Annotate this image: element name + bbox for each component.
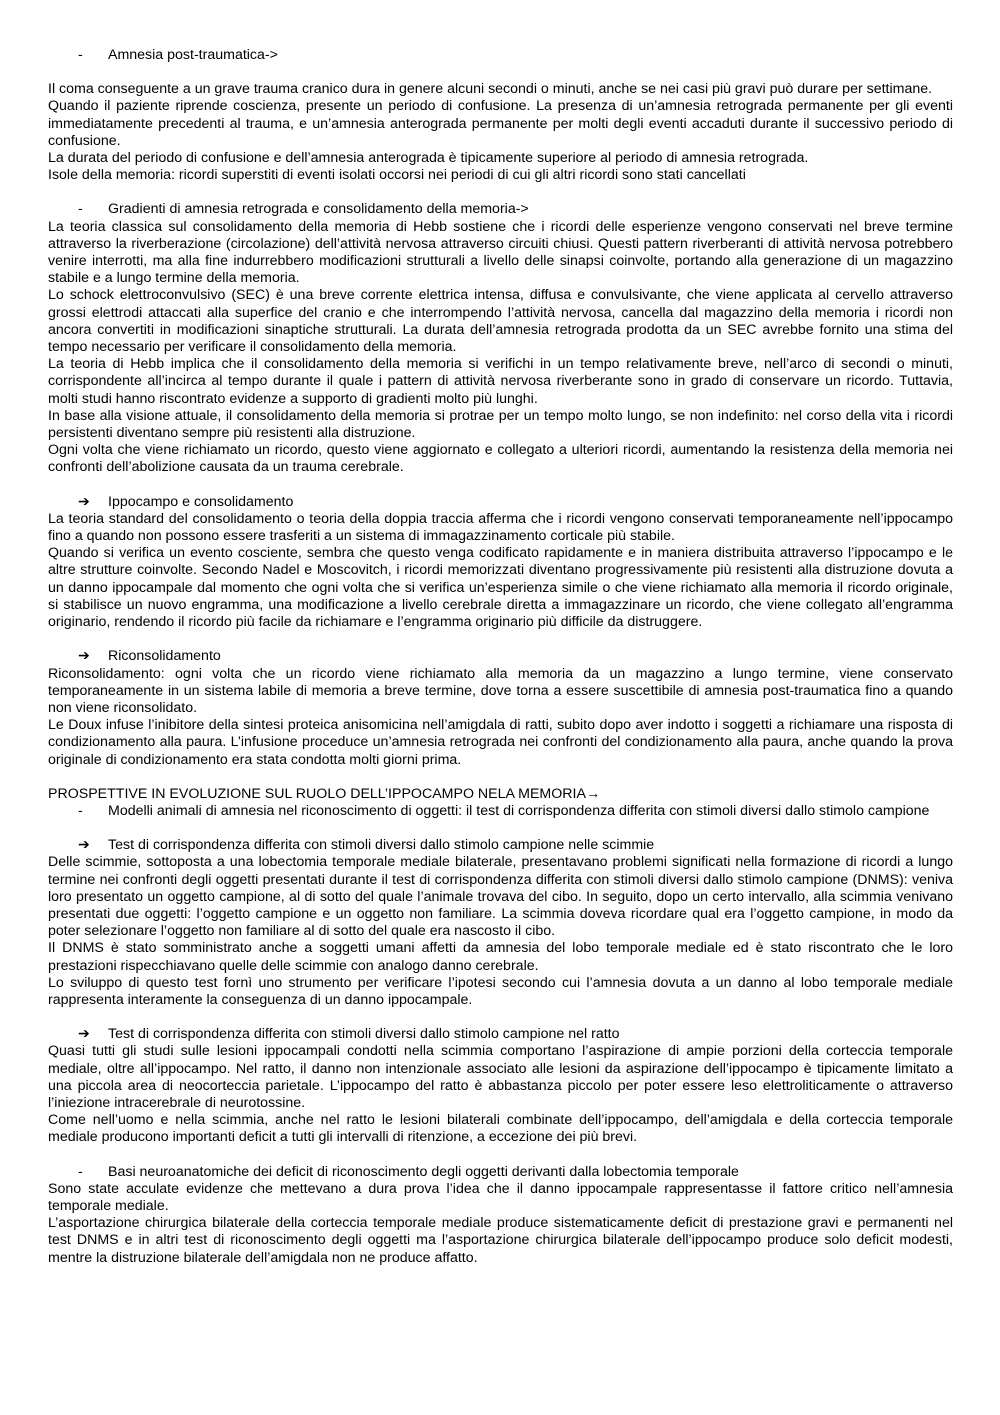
paragraph: L’asportazione chirurgica bilaterale della corteccia temporale mediale produce sistematicamente deficit di prestazione gravi e permanenti nel test DNMS e in altri test di riconoscimento degli oggetti ma l’asportazione chirurgica bilaterale dell’ippocampo produce solo deficit modesti, mentre la distruzione bilaterale dell’amigdala non ne produce affatto. (48, 1215, 953, 1266)
paragraph: Il DNMS è stato somministrato anche a soggetti umani affetti da amnesia del lobo temporale mediale ed è stato riscontrato che le loro prestazioni rispecchiavano quelle delle scimmie con analogo danno cerebrale. (48, 940, 953, 974)
section-title: Test di corrispondenza differita con stimoli diversi dallo stimolo campione nel ratto (108, 1026, 620, 1043)
paragraph: In base alla visione attuale, il consolidamento della memoria si protrae per un tempo molto lungo, se non indefinito: nel corso della vita i ricordi persistenti diventano sempre più resistenti alla distruzione. (48, 407, 953, 442)
right-arrow-icon: → (585, 785, 601, 802)
paragraph: La teoria classica sul consolidamento della memoria di Hebb sostiene che i ricordi delle esperienze vengono conservati nel breve termine attraverso la riverberazione (circolazione) dell’attività nervosa attraverso circuiti chiusi. Questi pattern riverberanti di attività nervosa potrebbero venire interrotti, ma alla fine indurrebbero modificazioni strutturali a livello delle sinapsi coinvolte, portando alla generazione di un magazzino stabile e a lungo termine della memoria. (48, 218, 953, 287)
arrow-bullet-icon: ➔ (78, 493, 90, 510)
paragraph: Come nell’uomo e nella scimmia, anche nel ratto le lesioni bilaterali combinate dell’ippocampo, dell’amigdala e della corteccia temporale mediale producono importanti deficit a tutti gli intervalli di ritenzione, a eccezione dei più brevi. (48, 1112, 953, 1146)
arrow-bullet-icon: ➔ (78, 837, 90, 854)
major-heading (48, 786, 953, 803)
paragraph: Quasi tutti gli studi sulle lesioni ippocampali condotti nella scimmia comportano l’aspirazione di ampie porzioni della corteccia temporale mediale, oltre all’ippocampo. Nel ratto, il danno non intenzionale associato alle lesioni da aspirazione dell’ippocampo è tipicamente limitato a una piccola area di neocorteccia parietale. L’ippocampo del ratto è abbastanza piccolo per poter essere leso elettroliticamente o attraverso l’iniezione intracerebrale di neurotossine. (48, 1043, 953, 1111)
paragraph: La durata del periodo di confusione e dell’amnesia anterograda è tipicamente superiore al periodo di amnesia retrograda. (48, 150, 809, 167)
paragraph: Quando il paziente riprende coscienza, presente un periodo di confusione. La presenza di un’amnesia retrograda permanente per gli eventi immediatamente precedenti al trauma, e un’amnesia anterograda permanente per molti degli eventi accaduti durante il successivo periodo di confusione. (48, 98, 953, 149)
section-title: Gradienti di amnesia retrograda e consolidamento della memoria-> (108, 201, 529, 218)
paragraph: Delle scimmie, sottoposta a una lobectomia temporale mediale bilaterale, presentavano problemi significati nella formazione di ricordi a lungo termine nei confronti degli oggetti presentati durante il test di corrispondenza differita con stimoli diversi dallo stimolo campione (DNMS): veniva loro presentato un oggetto campione, al di sotto del quale l’animale trovava del cibo. In seguito, dopo un certo intervallo, alla scimmia venivano presentati due oggetti: l’oggetto campione e un oggetto non familiare. La scimmia doveva ricordare qual era l’oggetto campione, in modo da poter selezionare l’oggetto non familiare al di sotto del quale era nascosto il cibo. (48, 854, 953, 940)
paragraph: La teoria standard del consolidamento o teoria della doppia traccia afferma che i ricordi vengono conservati temporaneamente nell’ippocampo fino a quando non possono essere trasferiti a un sistema di immagazzinamento corticale più stabile. (48, 510, 953, 545)
section-title: Test di corrispondenza differita con stimoli diversi dallo stimolo campione nelle scimmie (108, 837, 655, 854)
paragraph: Ogni volta che viene richiamato un ricordo, questo viene aggiornato e collegato a ulteriori ricordi, aumentando la resistenza della memoria nei confronti dell’abolizione causata da un trauma cerebrale. (48, 442, 953, 476)
section-heading-amnesia-post-traumatica (48, 47, 953, 64)
paragraph: Quando si verifica un evento cosciente, sembra che questo venga codificato rapidamente e in maniera distribuita attraverso l’ippocampo e le altre strutture coinvolte. Secondo Nadel e Moscovitch, i ricordi memorizzati diventano progressivamente più resistenti alla distruzione dovuta a un danno ippocampale dal momento che ogni volta che si verifica un’esperienza simile o che viene richiamato alla memoria il ricordo originale, si stabilisce un nuovo engramma, una modificazione a livello cerebrale diretta a immagazzinare un ricordo, che viene collegato all’engramma originario, rendendo il ricordo più facile da richiamare e l’engramma originario più difficile da distruggere. (48, 545, 953, 631)
section-heading-gradienti (48, 201, 953, 218)
paragraph: Riconsolidamento: ogni volta che un ricordo viene richiamato alla memoria da un magazzino a lungo termine, viene conservato temporaneamente in un sistema labile di memoria a breve termine, dove torna a essere suscettibile di amnesia post-traumatica fino a quando non viene riconsolidato. (48, 665, 953, 716)
dash-bullet: - (78, 802, 83, 819)
paragraph: Le Doux infuse l’inibitore della sintesi proteica anisomicina nell’amigdala di ratti, subito dopo aver indotto i soggetti a richiamare una risposta di condizionamento alla paura. L’infusione proceduce un’amnesia retrograda nei confronti del condizionamento alla paura, anche quando la prova originale di condizionamento era stata condotta molti giorni prima. (48, 717, 953, 768)
dash-bullet: - (78, 1163, 83, 1180)
list-item (48, 803, 953, 820)
document-page (48, 47, 953, 1267)
paragraph: Isole della memoria: ricordi superstiti di eventi isolati occorsi nei periodi di cui gli altri ricordi sono stati cancellati (48, 167, 746, 184)
list-item-text: Modelli animali di amnesia nel riconoscimento di oggetti: il test di corrispondenza differita con stimoli diversi dallo stimolo campione (108, 802, 930, 819)
section-heading-riconsolidamento (48, 648, 953, 665)
dash-bullet: - (78, 201, 83, 218)
section-title: Riconsolidamento (108, 648, 221, 665)
section-title: Amnesia post-traumatica-> (108, 47, 278, 63)
paragraph: La teoria di Hebb implica che il consolidamento della memoria si verifichi in un tempo relativamente breve, nell’arco di secondi o minuti, corrispondente all’incirca al tempo durante il quale i pattern di attività nervosa riverberante sono in grado di conservare un ricordo. Tuttavia, molti studi hanno riscontrato evidenze a supporto di gradienti molto più lunghi. (48, 356, 953, 407)
section-title: Ippocampo e consolidamento (108, 493, 294, 510)
major-heading-text: PROSPETTIVE IN EVOLUZIONE SUL RUOLO DELL’IPPOCAMPO NELA MEMORIA (48, 785, 586, 802)
section-heading-basi-neuroanatomiche (48, 1164, 953, 1181)
section-heading-ratto (48, 1026, 953, 1043)
arrow-bullet-icon: ➔ (78, 1026, 90, 1043)
arrow-bullet-icon: ➔ (78, 648, 90, 665)
paragraph: Il coma conseguente a un grave trauma cranico dura in genere alcuni secondi o minuti, anche se nei casi più gravi può durare per settimane. (48, 81, 933, 98)
paragraph: Lo schock elettroconvulsivo (SEC) è una breve corrente elettrica intensa, diffusa e convulsivante, che viene applicata al cervello attraverso grossi elettrodi attaccati alla superfice del cranio e che interrompendo l’attività nervosa, cancella dal magazzino della memoria i ricordi non ancora convertiti in modificazioni sinaptiche strutturali. La durata dell’amnesia retrograda prodotta da un SEC avrebbe fornito una stima del tempo necessario per verificare il consolidamento della memoria. (48, 287, 953, 356)
section-heading-ippocampo (48, 494, 953, 511)
paragraph: Lo sviluppo di questo test fornì uno strumento per verificare l’ipotesi secondo cui l’amnesia dovuta a un danno al lobo temporale mediale rappresenta interamente la conseguenza di un danno ippocampale. (48, 974, 953, 1008)
paragraph: Sono state acculate evidenze che mettevano a dura prova l’idea che il danno ippocampale rappresentasse il fattore critico nell’amnesia temporale mediale. (48, 1180, 953, 1214)
section-heading-scimmie (48, 837, 953, 854)
dash-bullet: - (78, 47, 83, 63)
section-title: Basi neuroanatomiche dei deficit di riconoscimento degli oggetti derivanti dalla lobectomia temporale (108, 1163, 739, 1180)
